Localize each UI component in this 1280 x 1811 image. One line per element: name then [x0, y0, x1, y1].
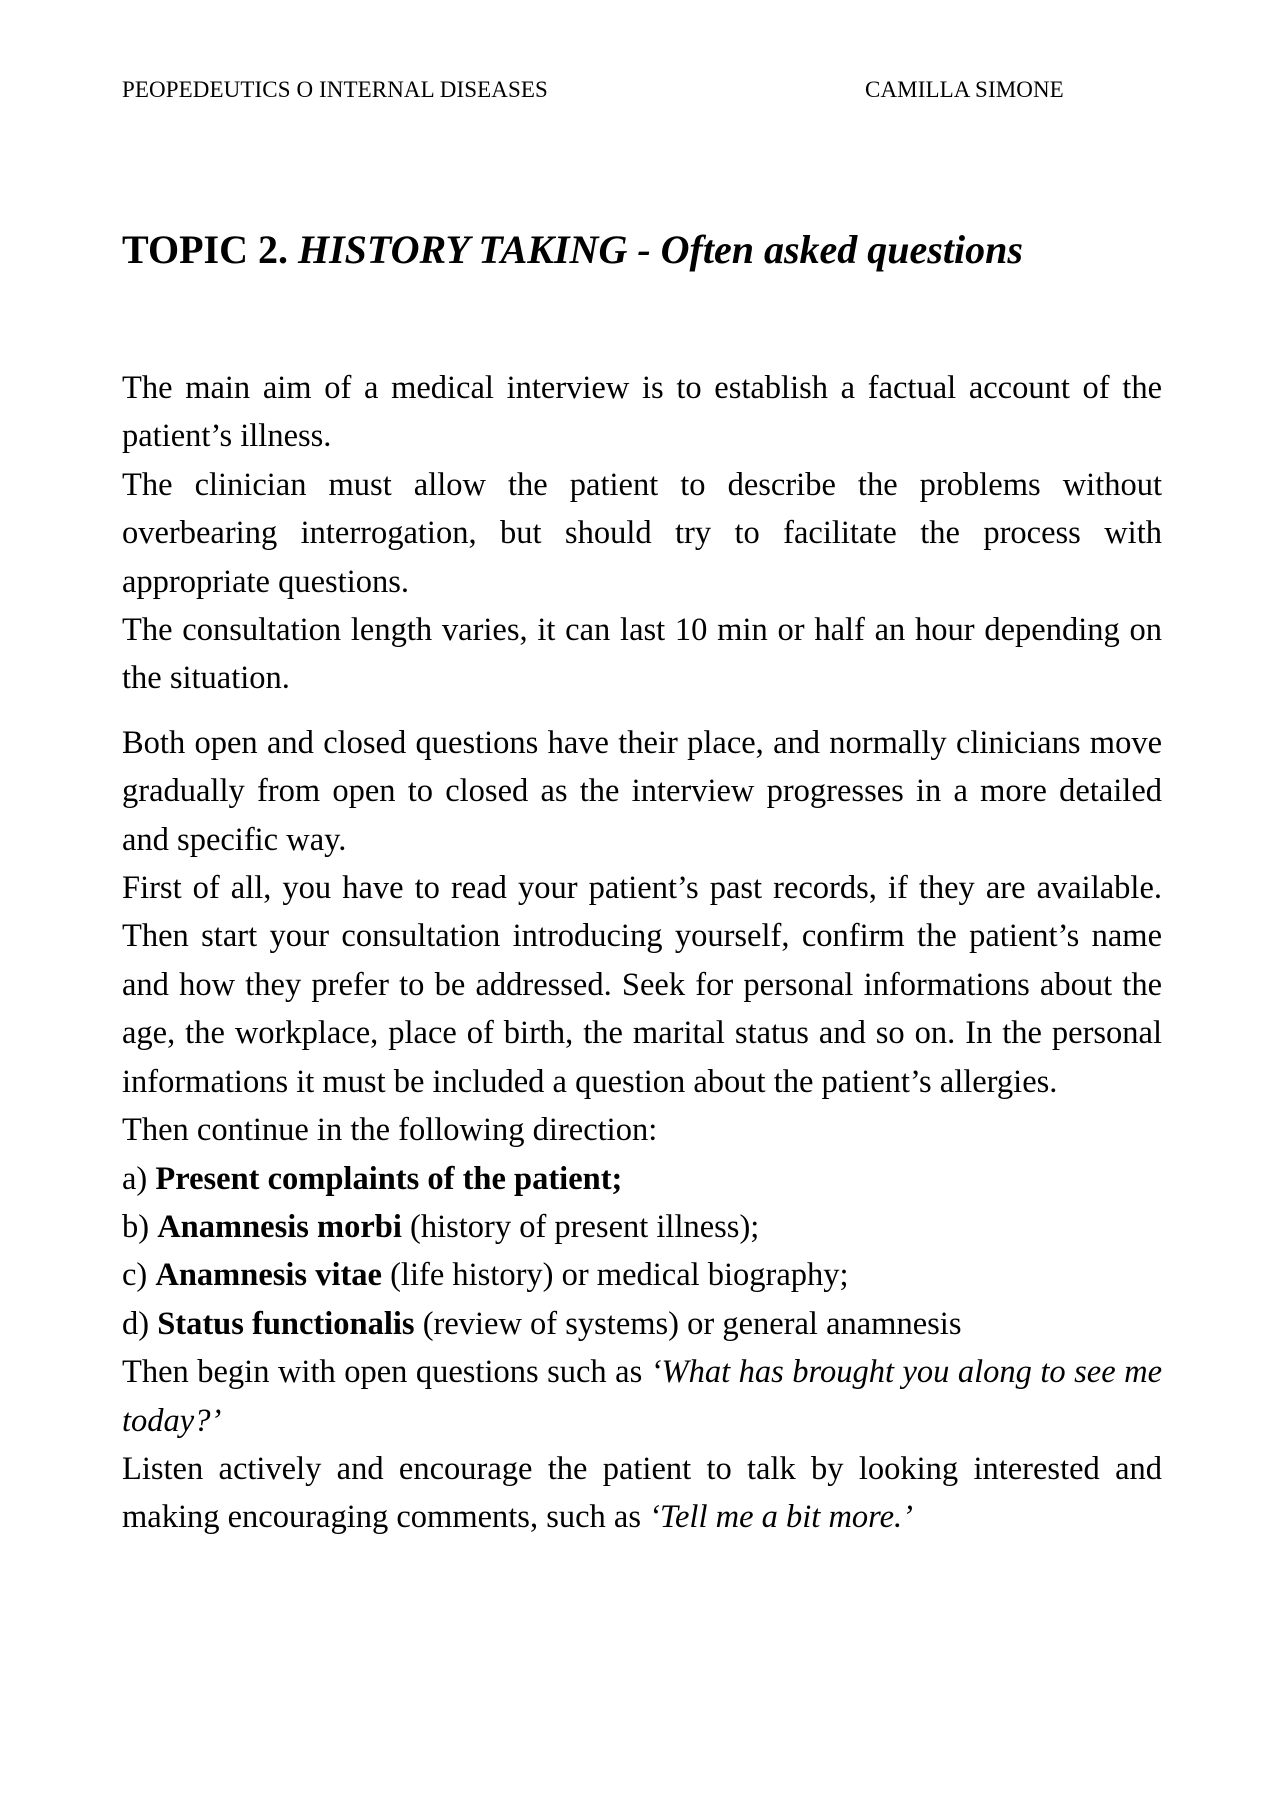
page-title	[122, 226, 1162, 274]
list-marker: b)	[122, 1208, 158, 1245]
list-item-text: (life history) or medical biography;	[381, 1257, 849, 1294]
list-item-bold: Anamnesis vitae	[155, 1257, 382, 1294]
paragraph-7	[122, 1348, 1162, 1445]
paragraph-3: The consultation length varies, it can last 10 min or half an hour depending on the situation.	[122, 612, 1162, 697]
paragraph-7-text: Then begin with open questions such as	[122, 1354, 651, 1391]
list-item-text: (review of systems) or general anamnesis	[414, 1305, 962, 1342]
header-course-title: PEOPEDEUTICS O INTERNAL DISEASES	[122, 77, 548, 102]
paragraph-1: The main aim of a medical interview is to establish a factual account of the patient’s illness.	[122, 370, 1162, 455]
list-item-d	[122, 1300, 1162, 1348]
paragraph-6: Then continue in the following direction:	[122, 1112, 658, 1149]
paragraph-8-text: Listen actively and encourage the patient to talk by looking interested and making encouraging comments, such as	[122, 1450, 1162, 1536]
list-item-bold: Status functionalis	[157, 1305, 415, 1342]
list-item-c	[122, 1251, 1162, 1299]
list-item-b	[122, 1203, 1162, 1251]
list-marker: c)	[122, 1257, 156, 1294]
title-prefix: TOPIC 2.	[122, 227, 298, 272]
list-marker: d)	[122, 1305, 158, 1342]
paragraph-7-quote: ‘What has brought you along to see me today?’	[122, 1354, 1162, 1439]
title-italic: HISTORY TAKING - Often asked questions	[297, 227, 1023, 272]
paragraph-8-quote: ‘Tell me a bit more.’	[649, 1499, 913, 1536]
list-item-bold: Anamnesis morbi	[157, 1208, 402, 1245]
list-item-a	[122, 1155, 1162, 1203]
document-body	[122, 364, 1162, 1542]
list-marker: a)	[122, 1160, 156, 1197]
header-author: CAMILLA SIMONE	[865, 77, 1064, 102]
paragraph-2: The clinician must allow the patient to describe the problems without overbearing interrogation, but should try to facilitate the process with appropriate questions.	[122, 466, 1162, 600]
paragraph-8	[122, 1445, 1162, 1542]
list-item-text: (history of present illness);	[401, 1208, 760, 1245]
paragraph-5: First of all, you have to read your patient’s past records, if they are available. Then start your consultation introducing yourself, confirm the patient’s name and how they prefer to be addressed. Seek for personal informations about the age, the workplace, place of birth, the marital status and so on. In the personal informations it must be included a question about the patient’s allergies.	[122, 870, 1162, 1100]
paragraph-4: Both open and closed questions have their place, and normally clinicians move gradually from open to closed as the interview progresses in a more detailed and specific way.	[122, 724, 1162, 858]
list-item-bold: Present complaints of the patient;	[155, 1160, 623, 1197]
